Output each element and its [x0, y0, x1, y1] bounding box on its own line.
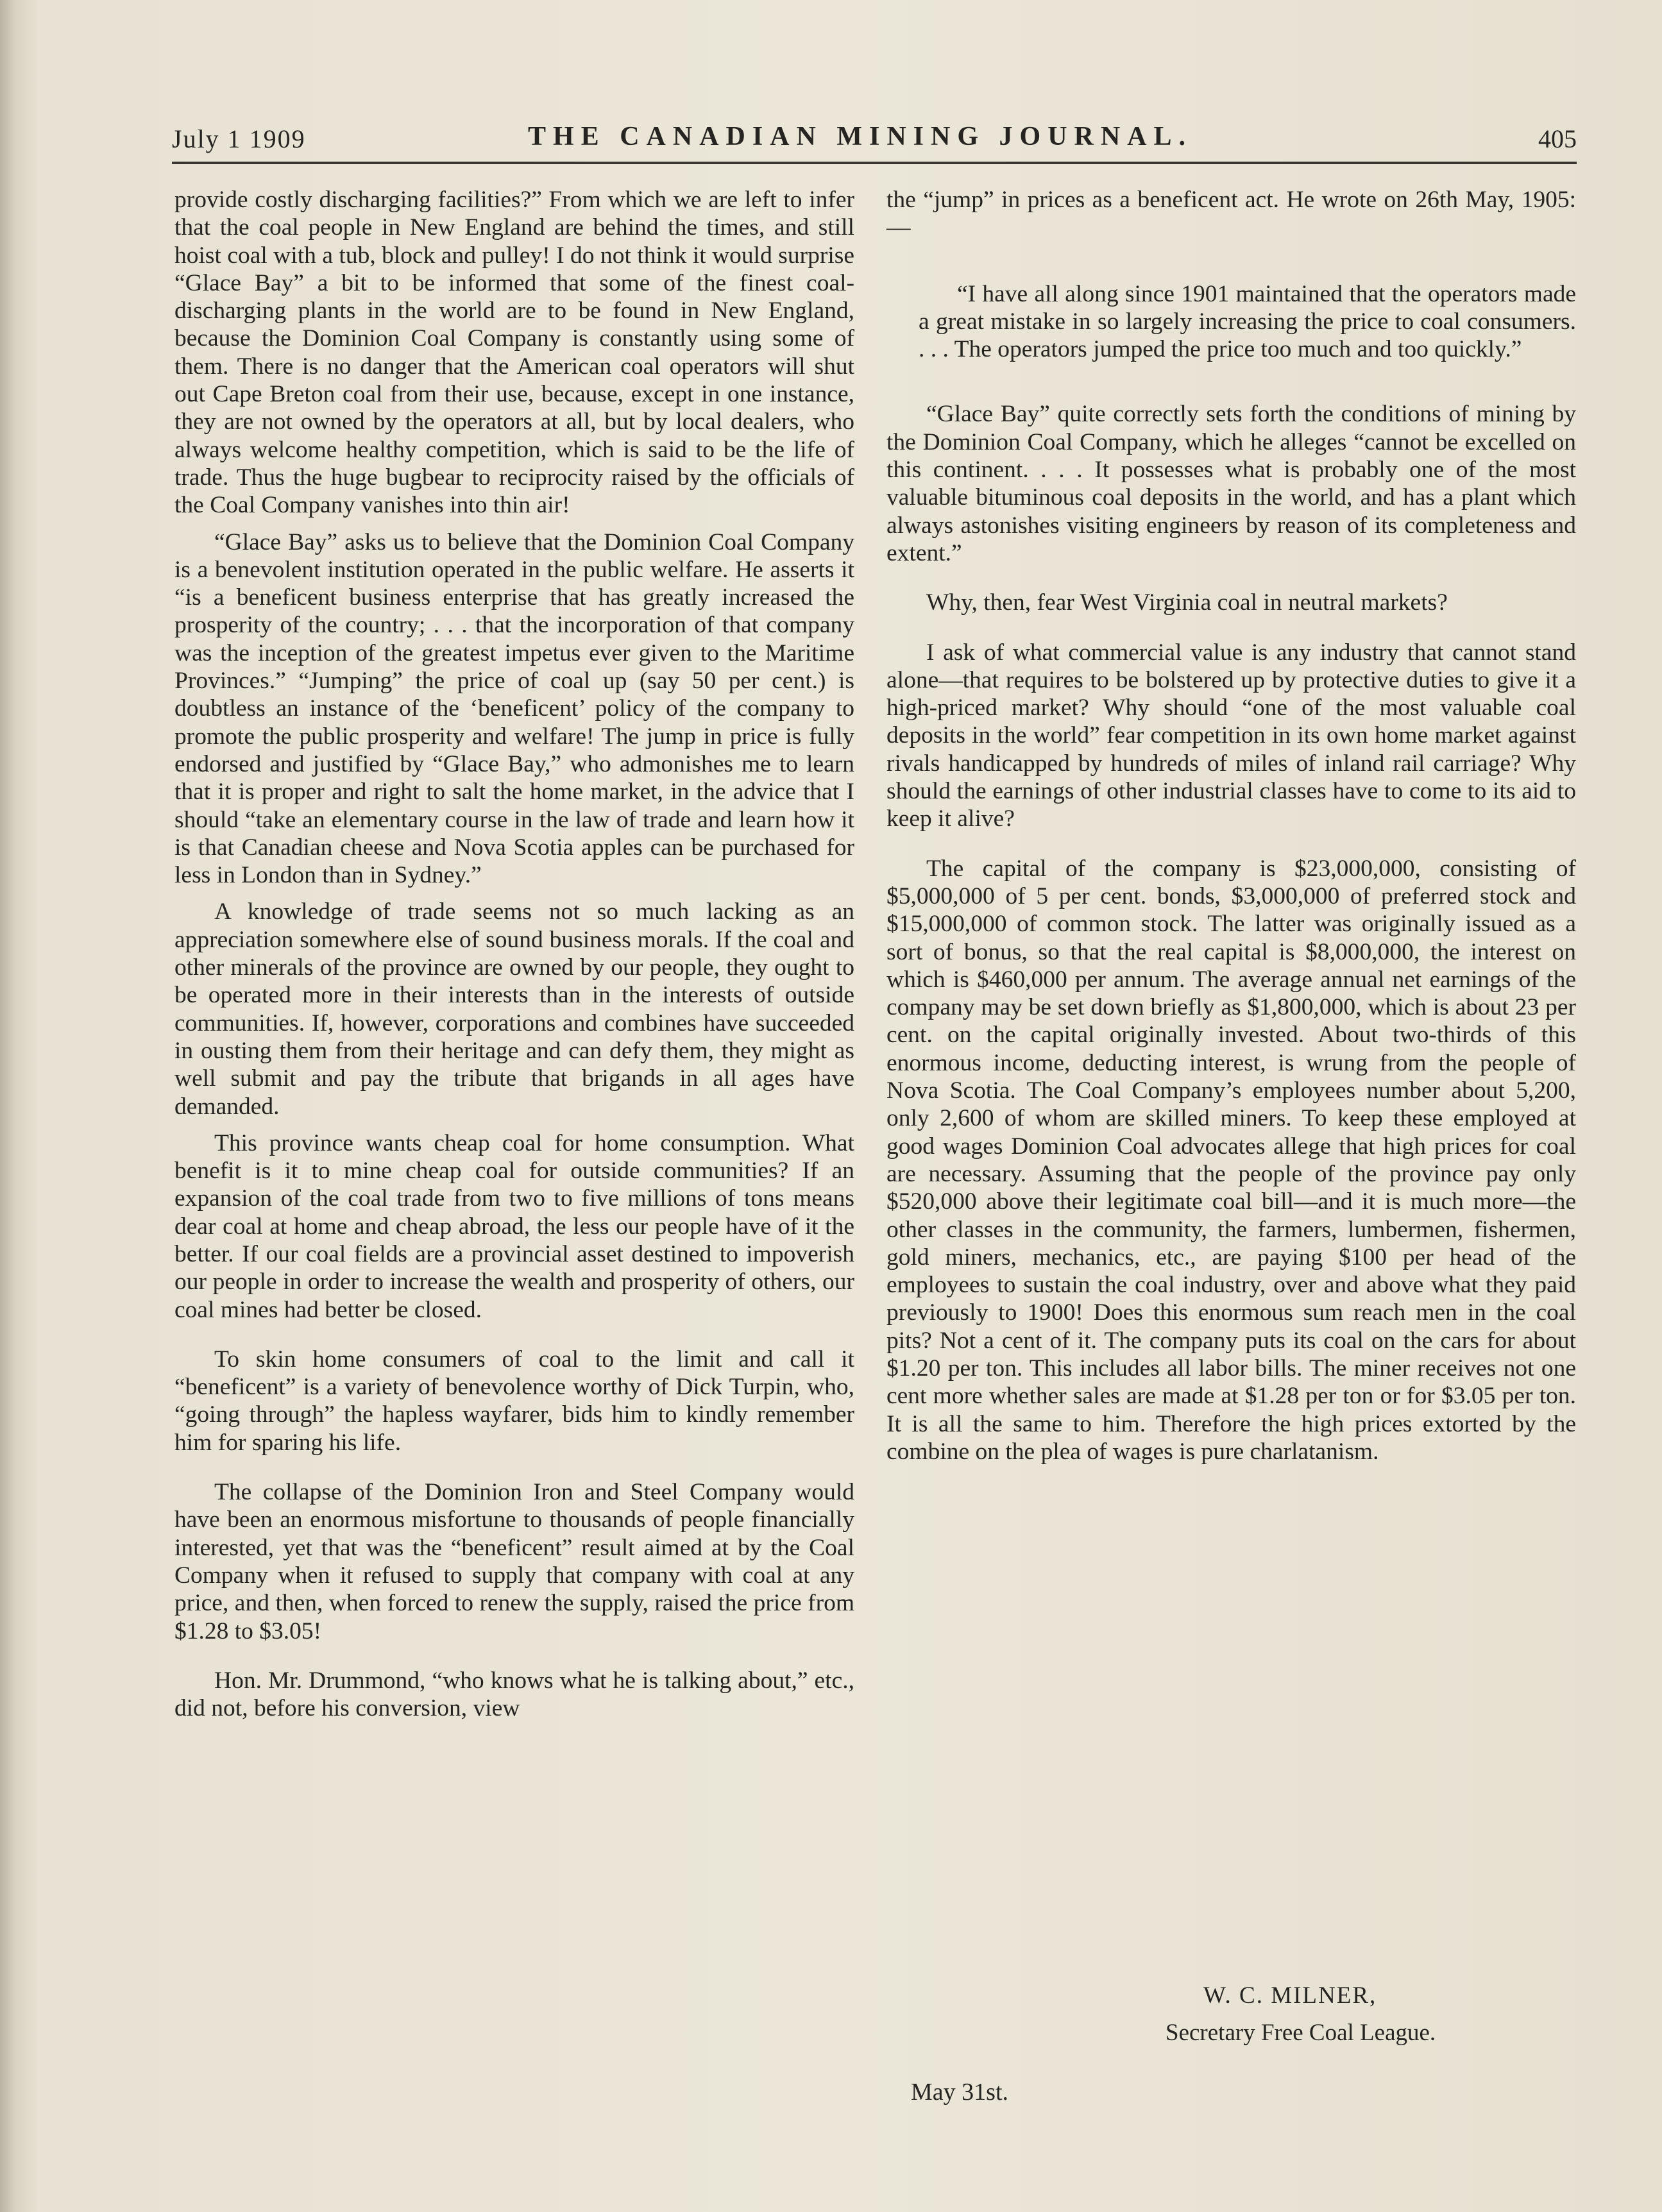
right-column [886, 186, 1576, 1474]
issue-date: July 1 1909 [172, 124, 306, 153]
paragraph: A knowledge of trade seems not so much lacking as an appreciation somewhere else of sound business morals. If the coal and other minerals of the province are owned by our people, they ought to be operated more in their interests than in the interests of outside communities. If, however, corporations and combines have succeeded in ousting them from their heritage and can defy them, they might as well submit and pay the tribute that brigands in all ages have demanded. [174, 899, 854, 1120]
paragraph: To skin home consumers of coal to the limit and call it “beneficent” is a variety of benevolence worthy of Dick Turpin, who, “going through” the hapless wayfarer, bids him to kindly remember him for sparing his life. [174, 1346, 854, 1456]
signature-title: Secretary Free Coal League. [1166, 2020, 1436, 2046]
paragraph: Why, then, fear West Virginia coal in neutral markets? [926, 589, 1448, 616]
dateline: May 31st. [911, 2079, 1008, 2106]
running-header [172, 119, 1577, 157]
paragraph: I ask of what commercial value is any industry that cannot stand alone—that requires to be bolstered up by protective duties to give it a high-priced market? Why should “one of the most valuable coal deposits in the world” fear competition in its own home market against rivals handicapped by hundreds of miles of inland rail carriage? Why should the earnings of other industrial classes have to come to its aid to keep it alive? [886, 639, 1576, 832]
paragraph: The capital of the company is $23,000,000, consisting of $5,000,000 of 5 per cent. bonds, $3,000,000 of preferred stock and $15,000,000 of common stock. The latter was originally issued as a sort of bonus, so that the real capital is $8,000,000, the interest on which is $460,000 per annum. The average annual net earnings of the company may be set down briefly as $1,800,000, which is about 23 per cent. on the capital originally invested. About two-thirds of this enormous income, deducting interest, is wrung from the people of Nova Scotia. The Coal Company’s employees number about 5,200, only 2,600 of whom are skilled miners. To keep these employed at good wages Dominion Coal advocates allege that high prices for coal are necessary. Assuming that the people of the province pay only $520,000 above their legitimate coal bill—and it is much more—the other classes in the community, the farmers, lumbermen, fishermen, gold miners, mechanics, etc., are paying $100 per head of the employees to sustain the coal industry, over and above what they paid previously to 1900! Does this enormous sum reach men in the coal pits? Not a cent of it. The company puts its coal on the cars for about $1.20 per ton. This includes all labor bills. The miner receives not one cent more whether sales are made at $1.28 per ton or for $3.05 per ton. It is all the same to him. Therefore the high prices extorted by the combine on the plea of wages is pure charlatanism. [886, 855, 1576, 1465]
signature-name: W. C. MILNER, [1203, 1982, 1377, 2009]
paragraph: the “jump” in prices as a beneficent act. He wrote on 26th May, 1905:— [886, 187, 1576, 241]
paragraph: “Glace Bay” quite correctly sets forth the conditions of mining by the Dominion Coal Company, which he alleges “cannot be excelled on this continent. . . . It possesses what is probably one of the most valuable bituminous coal deposits in the world, and has a plant which always astonishes visiting engineers by reason of its completeness and extent.” [886, 401, 1576, 566]
paragraph: provide costly discharging facilities?” From which we are left to infer that the coal people in New England are behind the times, and still hoist coal with a tub, block and pulley! I do not think it would surprise “Glace Bay” a bit to be informed that some of the finest coal-discharging plants in the world are to be found in New England, because the Dominion Coal Company is constantly using some of them. There is no danger that the American coal operators will shut out Cape Breton coal from their use, because, except in one instance, they are not owned by the operators at all, but by local dealers, who always welcome healthy competition, which is said to be the life of trade. Thus the huge bugbear to reciprocity raised by the officials of the Coal Company vanishes into thin air! [174, 187, 854, 519]
journal-title: THE CANADIAN MINING JOURNAL. [528, 122, 1193, 151]
page-number: 405 [1538, 124, 1577, 153]
header-rule [172, 162, 1577, 164]
paragraph: Hon. Mr. Drummond, “who knows what he is talking about,” etc., did not, before his conversion, view [174, 1667, 854, 1722]
block-quote: “I have all along since 1901 maintained that the operators made a great mistake in so largely increasing the price to coal consumers. . . . The operators jumped the price too much and too quickly.” [919, 280, 1576, 363]
paragraph: “Glace Bay” asks us to believe that the Dominion Coal Company is a benevolent institution operated in the public welfare. He asserts it “is a beneficent business enterprise that has greatly increased the prosperity of the country; . . . that the incorporation of that company was the inception of the greatest impetus ever given to the Maritime Provinces.” “Jumping” the price of coal up (say 50 per cent.) is doubtless an instance of the ‘beneficent’ policy of the company to promote the public prosperity and welfare! The jump in price is fully endorsed and justified by “Glace Bay,” who admonishes me to learn that it is proper and right to salt the home market, in the advice that I should “take an elementary course in the law of trade and learn how it is that Canadian cheese and Nova Scotia apples can be purchased for less in London than in Sydney.” [174, 528, 854, 889]
paragraph: The collapse of the Dominion Iron and Steel Company would have been an enormous misfortune to thousands of people financially interested, yet that was the “beneficent” result aimed at by the Coal Company when it refused to supply that company with coal at any price, and then, when forced to renew the supply, raised the price from $1.28 to $3.05! [174, 1479, 854, 1644]
paragraph: This province wants cheap coal for home consumption. What benefit is it to mine cheap coal for outside communities? If an expansion of the coal trade from two to five millions of tons means dear coal at home and cheap abroad, the less our people have of it the better. If our coal fields are a provincial asset destined to impoverish our people in order to increase the wealth and prosperity of others, our coal mines had better be closed. [174, 1129, 854, 1323]
left-column [174, 186, 854, 1731]
